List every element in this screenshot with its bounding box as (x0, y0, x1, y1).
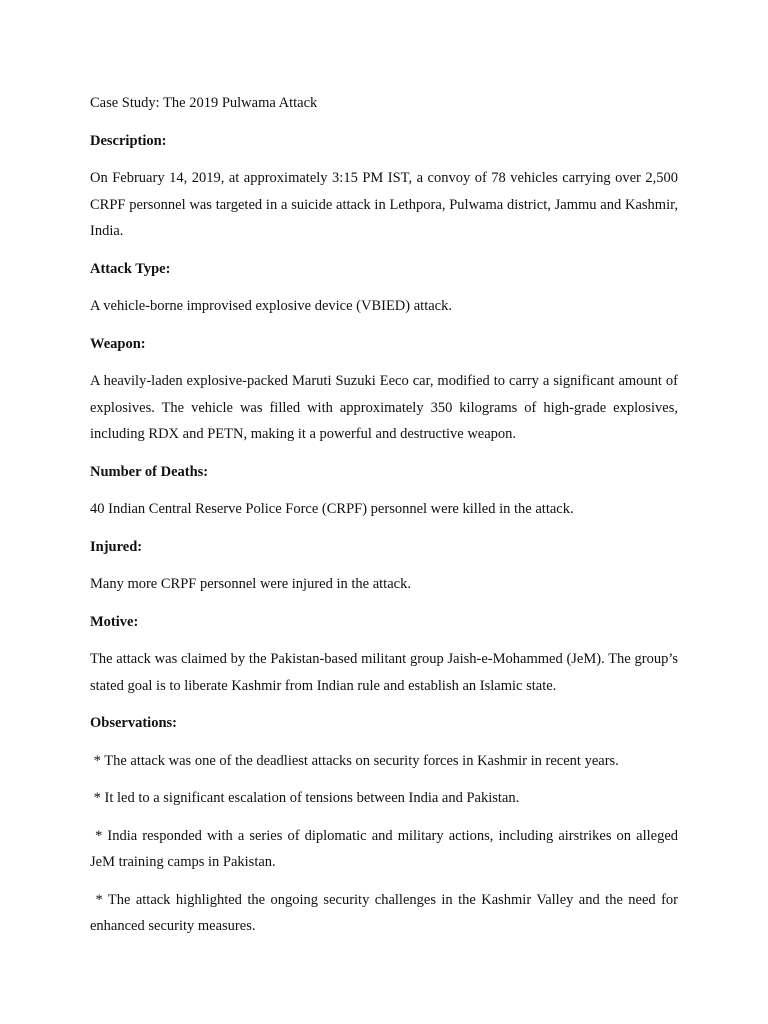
observation-item: * The attack was one of the deadliest attacks on security forces in Kashmir in recent years. (93, 752, 619, 769)
attack-type-text: A vehicle-borne improvised explosive device (VBIED) attack. (90, 298, 452, 314)
observations-heading: Observations: (90, 715, 177, 731)
observation-item: * It led to a significant escalation of tensions between India and Pakistan. (93, 790, 520, 806)
weapon-heading: Weapon: (90, 335, 146, 352)
observation-item: * India responded with a series of diplomatic and military actions, including airstrikes on alleged JeM training camps in Pakistan. (90, 827, 679, 870)
description-heading: Description: (90, 132, 167, 149)
injured-text: Many more CRPF personnel were injured in the attack. (90, 576, 411, 592)
description-text: On February 14, 2019, at approximately 3:15 PM IST, a convoy of 78 vehicles carrying over 2,500 CRPF personnel was targeted in a suicide attack in Lethpora, Pulwama district, Jammu and Kashmir, India. (90, 170, 678, 239)
document-title: Case Study: The 2019 Pulwama Attack (90, 95, 318, 111)
deaths-heading: Number of Deaths: (90, 463, 209, 480)
weapon-text: A heavily-laden explosive-packed Maruti Suzuki Eeco car, modified to carry a significant amount of explosives. The vehicle was filled with approximately 350 kilograms of high-grade explosives, including RDX and PETN, making it a powerful and destructive weapon. (90, 373, 678, 442)
document-page (90, 90, 678, 951)
motive-heading: Motive: (90, 613, 139, 630)
motive-text: The attack was claimed by the Pakistan-based militant group Jaish-e-Mohammed (JeM). The group’s stated goal is to liberate Kashmir from Indian rule and establish an Islamic state. (90, 651, 678, 694)
deaths-text: 40 Indian Central Reserve Police Force (CRPF) personnel were killed in the attack. (90, 501, 574, 517)
observation-item: * The attack highlighted the ongoing security challenges in the Kashmir Valley and the need for enhanced security measures. (90, 891, 679, 934)
injured-heading: Injured: (90, 538, 143, 555)
attack-type-heading: Attack Type: (90, 260, 171, 277)
